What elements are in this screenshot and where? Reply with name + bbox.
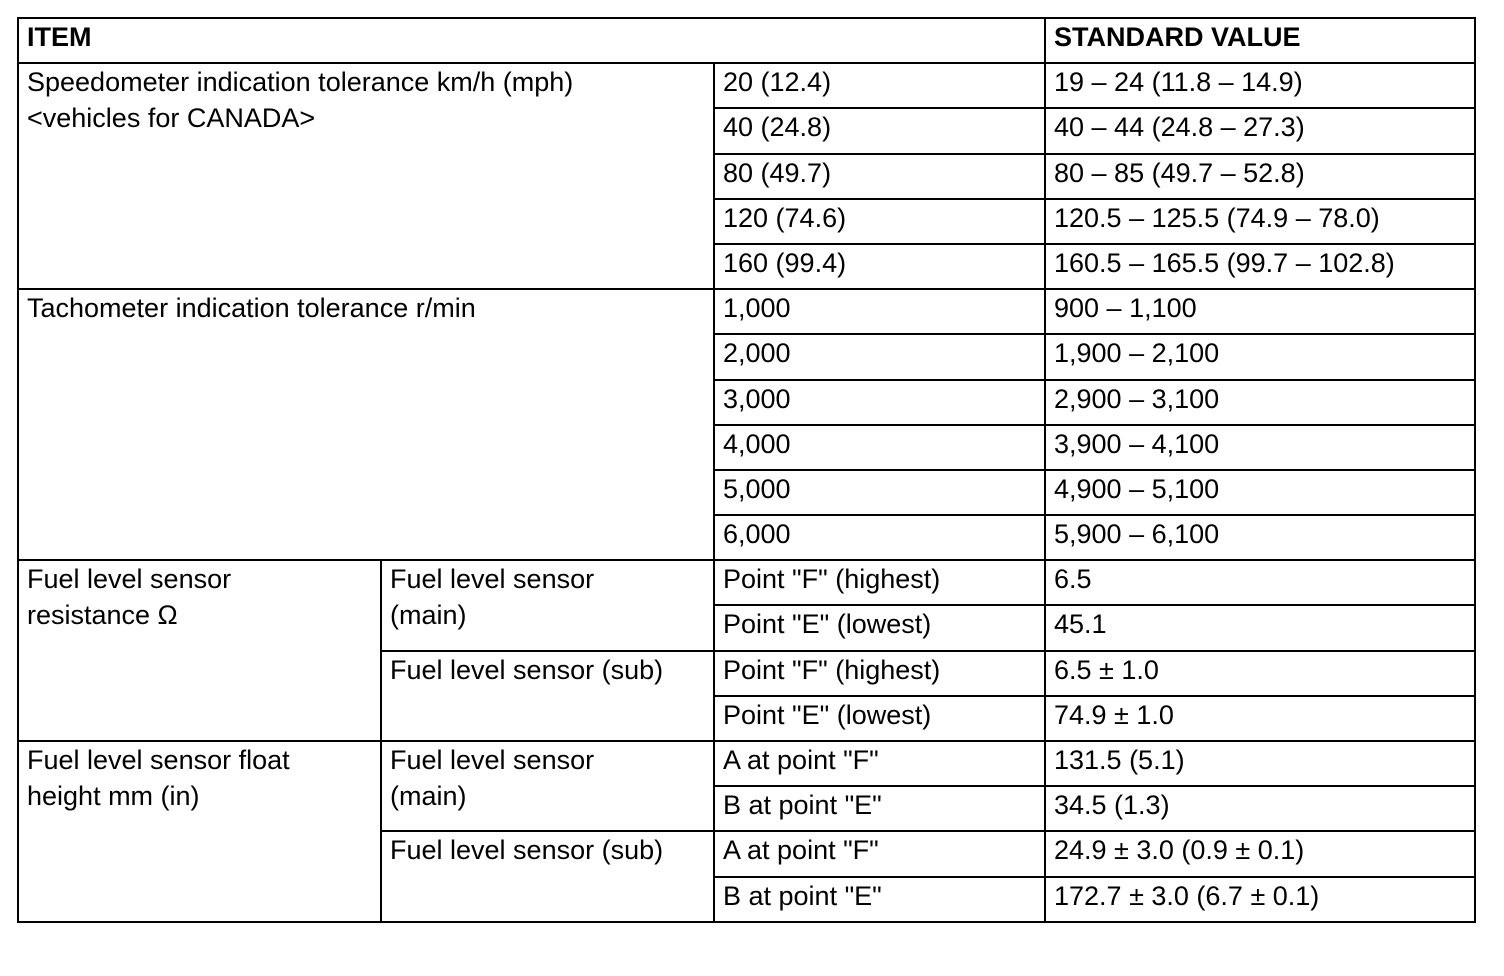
condition-cell: 6,000 [714, 515, 1045, 560]
value-cell: 24.9 ± 3.0 (0.9 ± 0.1) [1045, 831, 1475, 876]
condition-cell: Point "E" (lowest) [714, 605, 1045, 650]
value-cell: 6.5 [1045, 560, 1475, 605]
table-row [18, 289, 1475, 334]
value-cell: 160.5 – 165.5 (99.7 – 102.8) [1045, 244, 1475, 289]
condition-cell: 160 (99.4) [714, 244, 1045, 289]
table-row [18, 63, 1475, 108]
condition-cell: 1,000 [714, 289, 1045, 334]
condition-cell: 2,000 [714, 334, 1045, 379]
fuel-float-item-label [18, 741, 381, 922]
condition-cell: A at point "F" [714, 741, 1045, 786]
fuel-float-main-line1: Fuel level sensor [390, 745, 595, 775]
condition-cell: 5,000 [714, 470, 1045, 515]
value-cell: 5,900 – 6,100 [1045, 515, 1475, 560]
table-row [18, 560, 1475, 605]
value-cell: 4,900 – 5,100 [1045, 470, 1475, 515]
fuel-float-sub-label: Fuel level sensor (sub) [381, 831, 714, 921]
value-cell: 3,900 – 4,100 [1045, 425, 1475, 470]
standard-value-header: STANDARD VALUE [1045, 18, 1475, 63]
speedometer-label-line1: Speedometer indication tolerance km/h (mph) [27, 67, 574, 98]
condition-cell: Point "F" (highest) [714, 651, 1045, 696]
condition-cell: Point "F" (highest) [714, 560, 1045, 605]
condition-cell: B at point "E" [714, 877, 1045, 922]
header-row [18, 18, 1475, 63]
value-cell: 131.5 (5.1) [1045, 741, 1475, 786]
condition-cell: 3,000 [714, 380, 1045, 425]
fuel-float-label-line1: Fuel level sensor float [27, 745, 290, 775]
item-header: ITEM [18, 18, 1045, 63]
condition-cell: B at point "E" [714, 786, 1045, 831]
fuel-resistance-sub-label: Fuel level sensor (sub) [381, 651, 714, 741]
speedometer-item-label [18, 63, 714, 289]
value-cell: 900 – 1,100 [1045, 289, 1475, 334]
fuel-resistance-label-line2: resistance Ω [27, 600, 178, 631]
value-cell: 34.5 (1.3) [1045, 786, 1475, 831]
fuel-resistance-main-line2: (main) [390, 600, 467, 631]
speedometer-label-line2: <vehicles for CANADA> [27, 103, 316, 134]
condition-cell: 80 (49.7) [714, 154, 1045, 199]
fuel-float-main-line2: (main) [390, 781, 467, 811]
value-cell: 40 – 44 (24.8 – 27.3) [1045, 108, 1475, 153]
condition-cell: 20 (12.4) [714, 63, 1045, 108]
fuel-resistance-main-label [381, 560, 714, 650]
fuel-resistance-main-line1: Fuel level sensor [390, 564, 595, 595]
fuel-float-label-line2: height mm (in) [27, 781, 200, 811]
condition-cell: Point "E" (lowest) [714, 696, 1045, 741]
table-row [18, 741, 1475, 786]
value-cell: 120.5 – 125.5 (74.9 – 78.0) [1045, 199, 1475, 244]
value-cell: 172.7 ± 3.0 (6.7 ± 0.1) [1045, 877, 1475, 922]
value-cell: 80 – 85 (49.7 – 52.8) [1045, 154, 1475, 199]
condition-cell: 40 (24.8) [714, 108, 1045, 153]
value-cell: 19 – 24 (11.8 – 14.9) [1045, 63, 1475, 108]
value-cell: 74.9 ± 1.0 [1045, 696, 1475, 741]
fuel-resistance-label-line1: Fuel level sensor [27, 564, 232, 595]
value-cell: 45.1 [1045, 605, 1475, 650]
standard-value-table [17, 17, 1476, 923]
value-cell: 6.5 ± 1.0 [1045, 651, 1475, 696]
condition-cell: 4,000 [714, 425, 1045, 470]
value-cell: 1,900 – 2,100 [1045, 334, 1475, 379]
fuel-float-main-label [381, 741, 714, 831]
tachometer-item-label: Tachometer indication tolerance r/min [18, 289, 714, 560]
fuel-resistance-item-label [18, 560, 381, 741]
condition-cell: 120 (74.6) [714, 199, 1045, 244]
value-cell: 2,900 – 3,100 [1045, 380, 1475, 425]
condition-cell: A at point "F" [714, 831, 1045, 876]
